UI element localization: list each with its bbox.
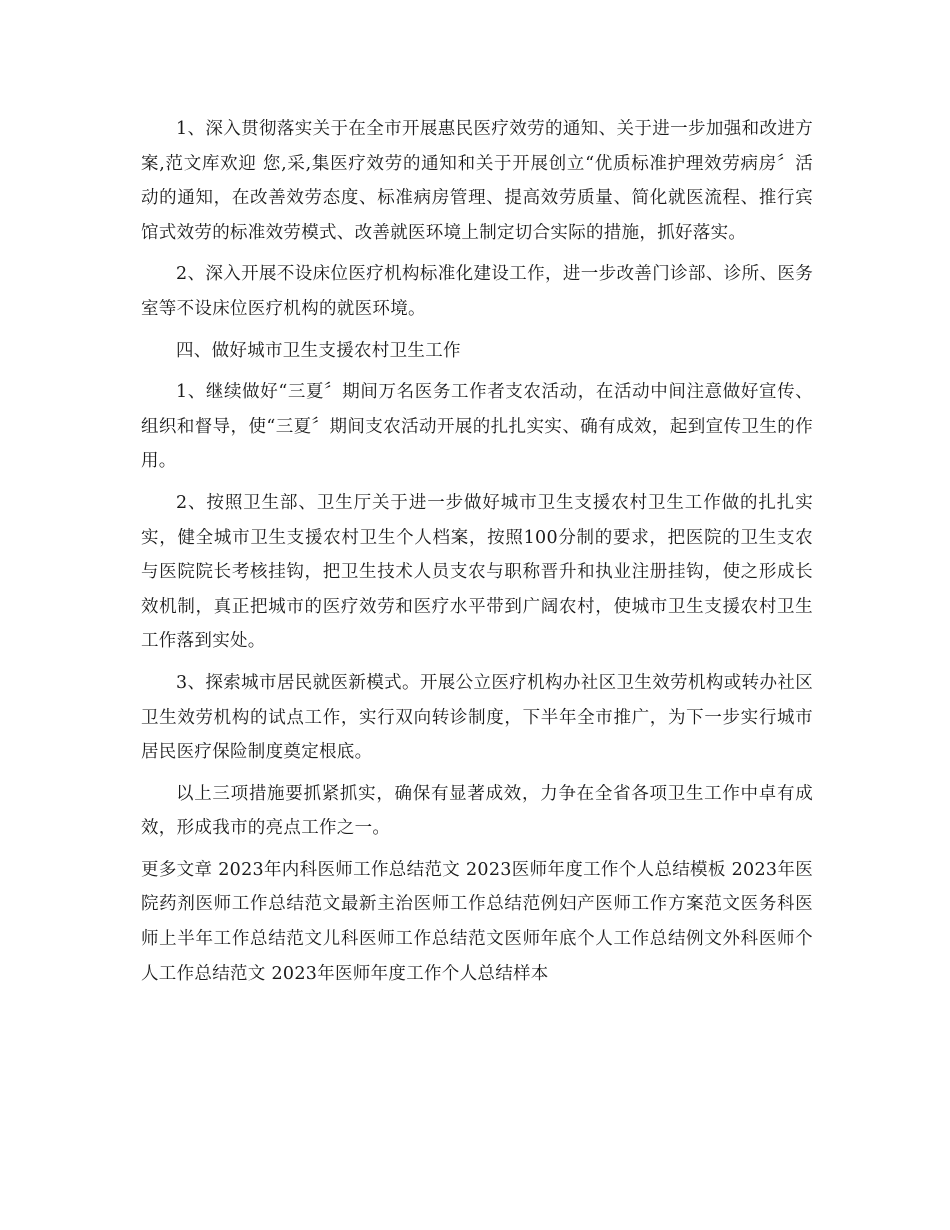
paragraph-3: 1、继续做好“三夏〞期间万名医务工作者支农活动，在活动中间注意做好宣传、组织和督导，使“三夏〞期间支农活动开展的扎扎实实、确有成效，起到宣传卫生的作用。: [141, 382, 813, 472]
section-heading-4: 四、做好城市卫生支援农村卫生工作: [176, 340, 461, 361]
paragraph-6: 以上三项措施要抓紧抓实，确保有显著成效，力争在全省各项卫生工作中卓有成效，形成我市的亮点工作之一。: [141, 783, 813, 839]
paragraph-1: 1、深入贯彻落实关于在全市开展惠民医疗效劳的通知、关于进一步加强和改进方 案,范文库欢迎 您,采,集医疗效劳的通知和关于开展创立“优质标准护理效劳病房〞活动的通知，在改善效劳态度、标准病房管理、提高效劳质量、简化就医流程、推行宾馆式效劳的标准效劳模式、改善就医环境上制定切合实际的措施，抓好落实。: [141, 119, 813, 243]
paragraph-5: 3、探索城市居民就医新模式。开展公立医疗机构办社区卫生效劳机构或转办社区卫生效劳机构的试点工作，实行双向转诊制度，下半年全市推广，为下一步实行城市居民医疗保险制度奠定根底。: [141, 672, 813, 763]
paragraph-4: 2、按照卫生部、卫生厅关于进一步做好城市卫生支援农村卫生工作做的扎扎实实，健全城市卫生支援农村卫生个人档案，按照100分制的要求，把医院的卫生支农与医院院长考核挂钩，把卫生技术人员支农与职称晋升和执业注册挂钩，使之形成长效机制，真正把城市的医疗效劳和医疗水平带到广阔农村，使城市卫生支援农村卫生工作落到实处。: [141, 492, 813, 652]
document-body: [141, 112, 813, 998]
paragraph-2: 2、深入开展不设床位医疗机构标准化建设工作，进一步改善门诊部、诊所、医务室等不设床位医疗机构的就医环境。: [141, 264, 813, 319]
more-articles-text: 更多文章 2023年内科医师工作总结范文 2023医师年度工作个人总结模板 2023年医院药剂医师工作总结范文最新主治医师工作总结范例妇产医师工作方案范文医务科医师上半年工作总结范文儿科医师工作总结范文医师年底个人工作总结例文外科医师个人工作总结范文 2023年医师年度工作个人总结样本: [141, 859, 813, 984]
